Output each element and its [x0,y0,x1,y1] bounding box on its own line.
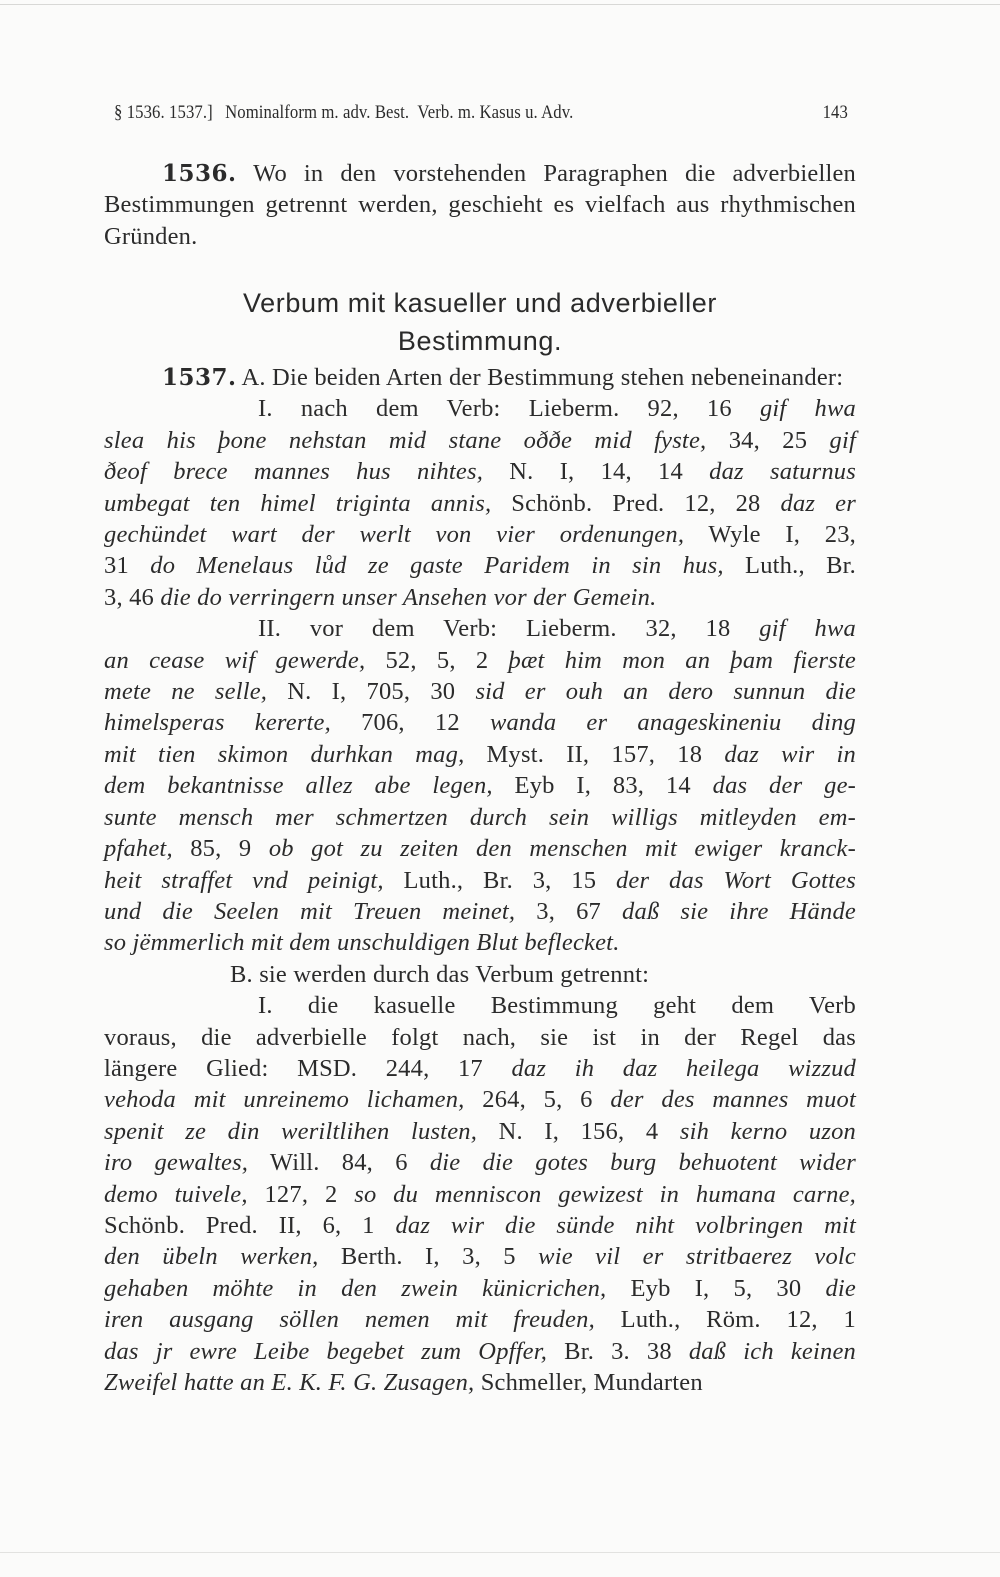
running-head-title: Nominalform m. adv. Best. Verb. m. Kasus u. Adv. [225,102,574,123]
text-line [104,770,856,801]
reference-text: Will. 84, 6 [248,1149,430,1177]
reference-text: Berth. I, 3, 5 [318,1243,539,1271]
quoted-citation-text: die [825,1274,856,1302]
paragraph-1537 [104,362,856,1398]
text-line [104,1179,856,1210]
quoted-citation-text: das der ge- [712,772,856,800]
paragraph-intro: A. Die beiden Arten der Bestimmung stehen nebeneinander: [241,364,844,391]
reference-text: 85, 9 [172,835,269,863]
quoted-citation-text: iren ausgang söllen nemen mit freuden, [104,1306,595,1334]
text-line [104,1022,856,1053]
quoted-citation-text: himelsperas kererte, [104,709,331,737]
reference-text: 52, 5, 2 [365,646,509,674]
paragraph-text: Wo in den vorstehenden Paragraphen die adverbiellen Bestimmungen getrennt werden, geschieht es vielfach aus rhythmischen Gründen. [104,160,856,250]
page-number: 143 [822,102,848,123]
reference-text: längere Glied: MSD. 244, 17 [104,1054,512,1082]
reference-text: voraus, die adverbielle folgt nach, sie ist in der Regel das [104,1023,856,1051]
quoted-citation-text: ob got zu zeiten den menschen mit ewiger kranck- [268,835,856,863]
quoted-citation-text: þæt him mon an þam fierste [508,646,856,674]
reference-text: N. I, 14, 14 [483,458,710,486]
reference-text: N. I, 705, 30 [267,678,476,706]
quoted-citation-text: mete ne selle, [104,678,268,706]
subsection-II-vor-dem-verb [104,613,856,958]
text-line [104,519,856,550]
section-heading [104,284,856,360]
quoted-citation-text: gif hwa [759,395,856,423]
quoted-citation-text: dem bekantnisse allez abe legen, [104,772,493,800]
quoted-citation-text: und die Seelen mit Treuen meinet, [104,897,516,925]
quoted-citation-text: so du menniscon gewizest in humana carne, [354,1180,856,1208]
text-line [104,927,856,958]
quoted-citation-text: ðeof brece mannes hus nihtes, [104,458,484,486]
quoted-citation-text: das jr ewre Leibe begebet zum Opffer, [104,1337,548,1365]
subsection-label: B. sie werden durch das Verbum getrennt: [230,960,650,988]
quoted-citation-text: gechündet wart der werlt von vier ordenungen, [104,521,685,549]
subsection-label: II. vor dem Verb: [258,615,498,643]
quoted-citation-text: daz er [780,489,856,517]
text-line [104,456,856,487]
reference-text: Schönb. Pred. II, 6, 1 [104,1211,396,1239]
quoted-citation-text: iro gewaltes, [104,1149,249,1177]
quoted-citation-text: daz ih daz heilega wizzud [511,1054,856,1082]
section-heading-line-2: Bestimmung. [397,326,563,356]
quoted-citation-text: mit tien skimon durhkan mag, [104,740,465,768]
reference-text: Schönb. Pred. 12, 28 [491,489,781,517]
quoted-citation-text: wie vil er stritbaerez volc [538,1243,856,1271]
reference-text: Eyb I, 83, 14 [492,772,713,800]
reference-text: Myst. II, 157, 18 [464,740,725,768]
text-line [104,676,856,707]
text-line [104,1273,856,1304]
subsection-label: I. nach dem Verb: [258,395,501,423]
section-reference: § 1536. 1537.] [114,102,213,123]
text-line [104,1210,856,1241]
text-line [104,1241,856,1272]
reference-text: Br. 3. 38 [547,1337,689,1365]
reference-text: 264, 5, 6 [464,1086,611,1114]
quoted-citation-text: spenit ze din weriltlihen lusten, [104,1117,478,1145]
reference-text: Luth., Br. 3, 15 [383,866,616,894]
reference-text: 3, 46 [104,583,161,611]
quoted-citation-text: die die gotes burg behuotent wider [429,1149,856,1177]
quoted-citation-text: gif [829,426,856,454]
quoted-citation-text: sid er ouh an dero sunnun die [475,678,856,706]
paragraph-number: 1536. [162,160,237,187]
quoted-citation-text: daß sie ihre Hände [622,897,856,925]
text-line [104,1084,856,1115]
quoted-citation-text: demo tuivele, [104,1180,248,1208]
text-line [104,582,856,613]
section-heading-line-1: Verbum mit kasueller und adverbieller [243,288,717,318]
reference-text: I. die kasuelle Bestimmung geht dem Verb [258,992,856,1020]
text-line [104,645,856,676]
text-line [104,1304,856,1335]
quoted-citation-text: die do verringern unser Ansehen vor der Gemein. [160,583,657,611]
text-line [104,1147,856,1178]
subsection-B-I [104,990,856,1398]
running-head [114,102,848,124]
quoted-citation-text: sih kerno uzon [679,1117,856,1145]
reference-text: 3, 67 [515,897,623,925]
quoted-citation-text: der das Wort Gottes [615,866,856,894]
quoted-citation-text: Zweifel hatte an E. K. F. G. Zusagen, [104,1369,475,1396]
paragraph-1536 [104,158,856,252]
text-line [104,802,856,833]
quoted-citation-text: daz wir die sünde niht volbringen mit [395,1211,857,1239]
reference-text: 127, 2 [247,1180,355,1208]
subsection-I-nach-dem-verb [104,393,856,613]
quoted-citation-text: pfahet, [104,835,173,863]
text-line [104,1367,856,1398]
text-line [104,707,856,738]
quoted-citation-text: der des mannes muot [610,1086,856,1114]
reference-text: Luth., Br. [723,552,856,580]
quoted-citation-text: daz saturnus [709,458,856,486]
text-line [104,739,856,770]
quoted-citation-text: den übeln werken, [104,1243,319,1271]
quoted-citation-text: slea his þone nehstan mid stane oððe mid fyste, [104,426,707,454]
quoted-citation-text: daz wir in [724,740,856,768]
quoted-citation-text: daß ich keinen [688,1337,856,1365]
text-line [104,833,856,864]
reference-text: 706, 12 [330,709,490,737]
quoted-citation-text: umbegat ten himel triginta annis, [104,489,492,517]
text-line [104,896,856,927]
reference-text: Luth., Röm. 12, 1 [594,1306,856,1334]
reference-text: 34, 25 [706,426,830,454]
text-line [104,865,856,896]
quoted-citation-text: heit straffet vnd peinigt, [104,866,384,894]
reference-text: Wyle I, 23, [684,521,856,549]
text-line [104,1116,856,1147]
reference-text: Lieberm. 32, 18 [497,615,760,643]
paragraph-number: 1537. [162,364,237,391]
quoted-citation-text: so jëmmerlich mit dem unschuldigen Blut beflecket. [104,929,620,957]
quoted-citation-text: vehoda mit unreinemo lichamen, [104,1086,465,1114]
quoted-citation-text: gehaben möhte in den zwein künicrichen, [104,1274,607,1302]
text-line [104,550,856,581]
quoted-citation-text: wanda er anageskineniu ding [489,709,856,737]
quoted-citation-text: do Menelaus lůd ze gaste Paridem in sin hus, [150,552,724,580]
reference-text: Lieberm. 92, 16 [500,395,760,423]
text-line [104,1053,856,1084]
text-line [104,488,856,519]
reference-text: Eyb I, 5, 30 [606,1274,826,1302]
text-line [104,425,856,456]
text-line [104,990,856,1021]
quoted-citation-text: gif hwa [759,615,857,643]
text-line [104,613,856,644]
quoted-citation-text: an cease wif gewerde, [104,646,366,674]
reference-text: N. I, 156, 4 [477,1117,680,1145]
subsection-B [104,959,856,990]
reference-text: Schmeller, Mundarten [474,1369,703,1396]
text-line [104,393,856,424]
quoted-citation-text: sunte mensch mer schmertzen durch sein willigs mitleyden em- [104,803,856,831]
text-line [104,1336,856,1367]
reference-text: 31 [104,552,151,580]
